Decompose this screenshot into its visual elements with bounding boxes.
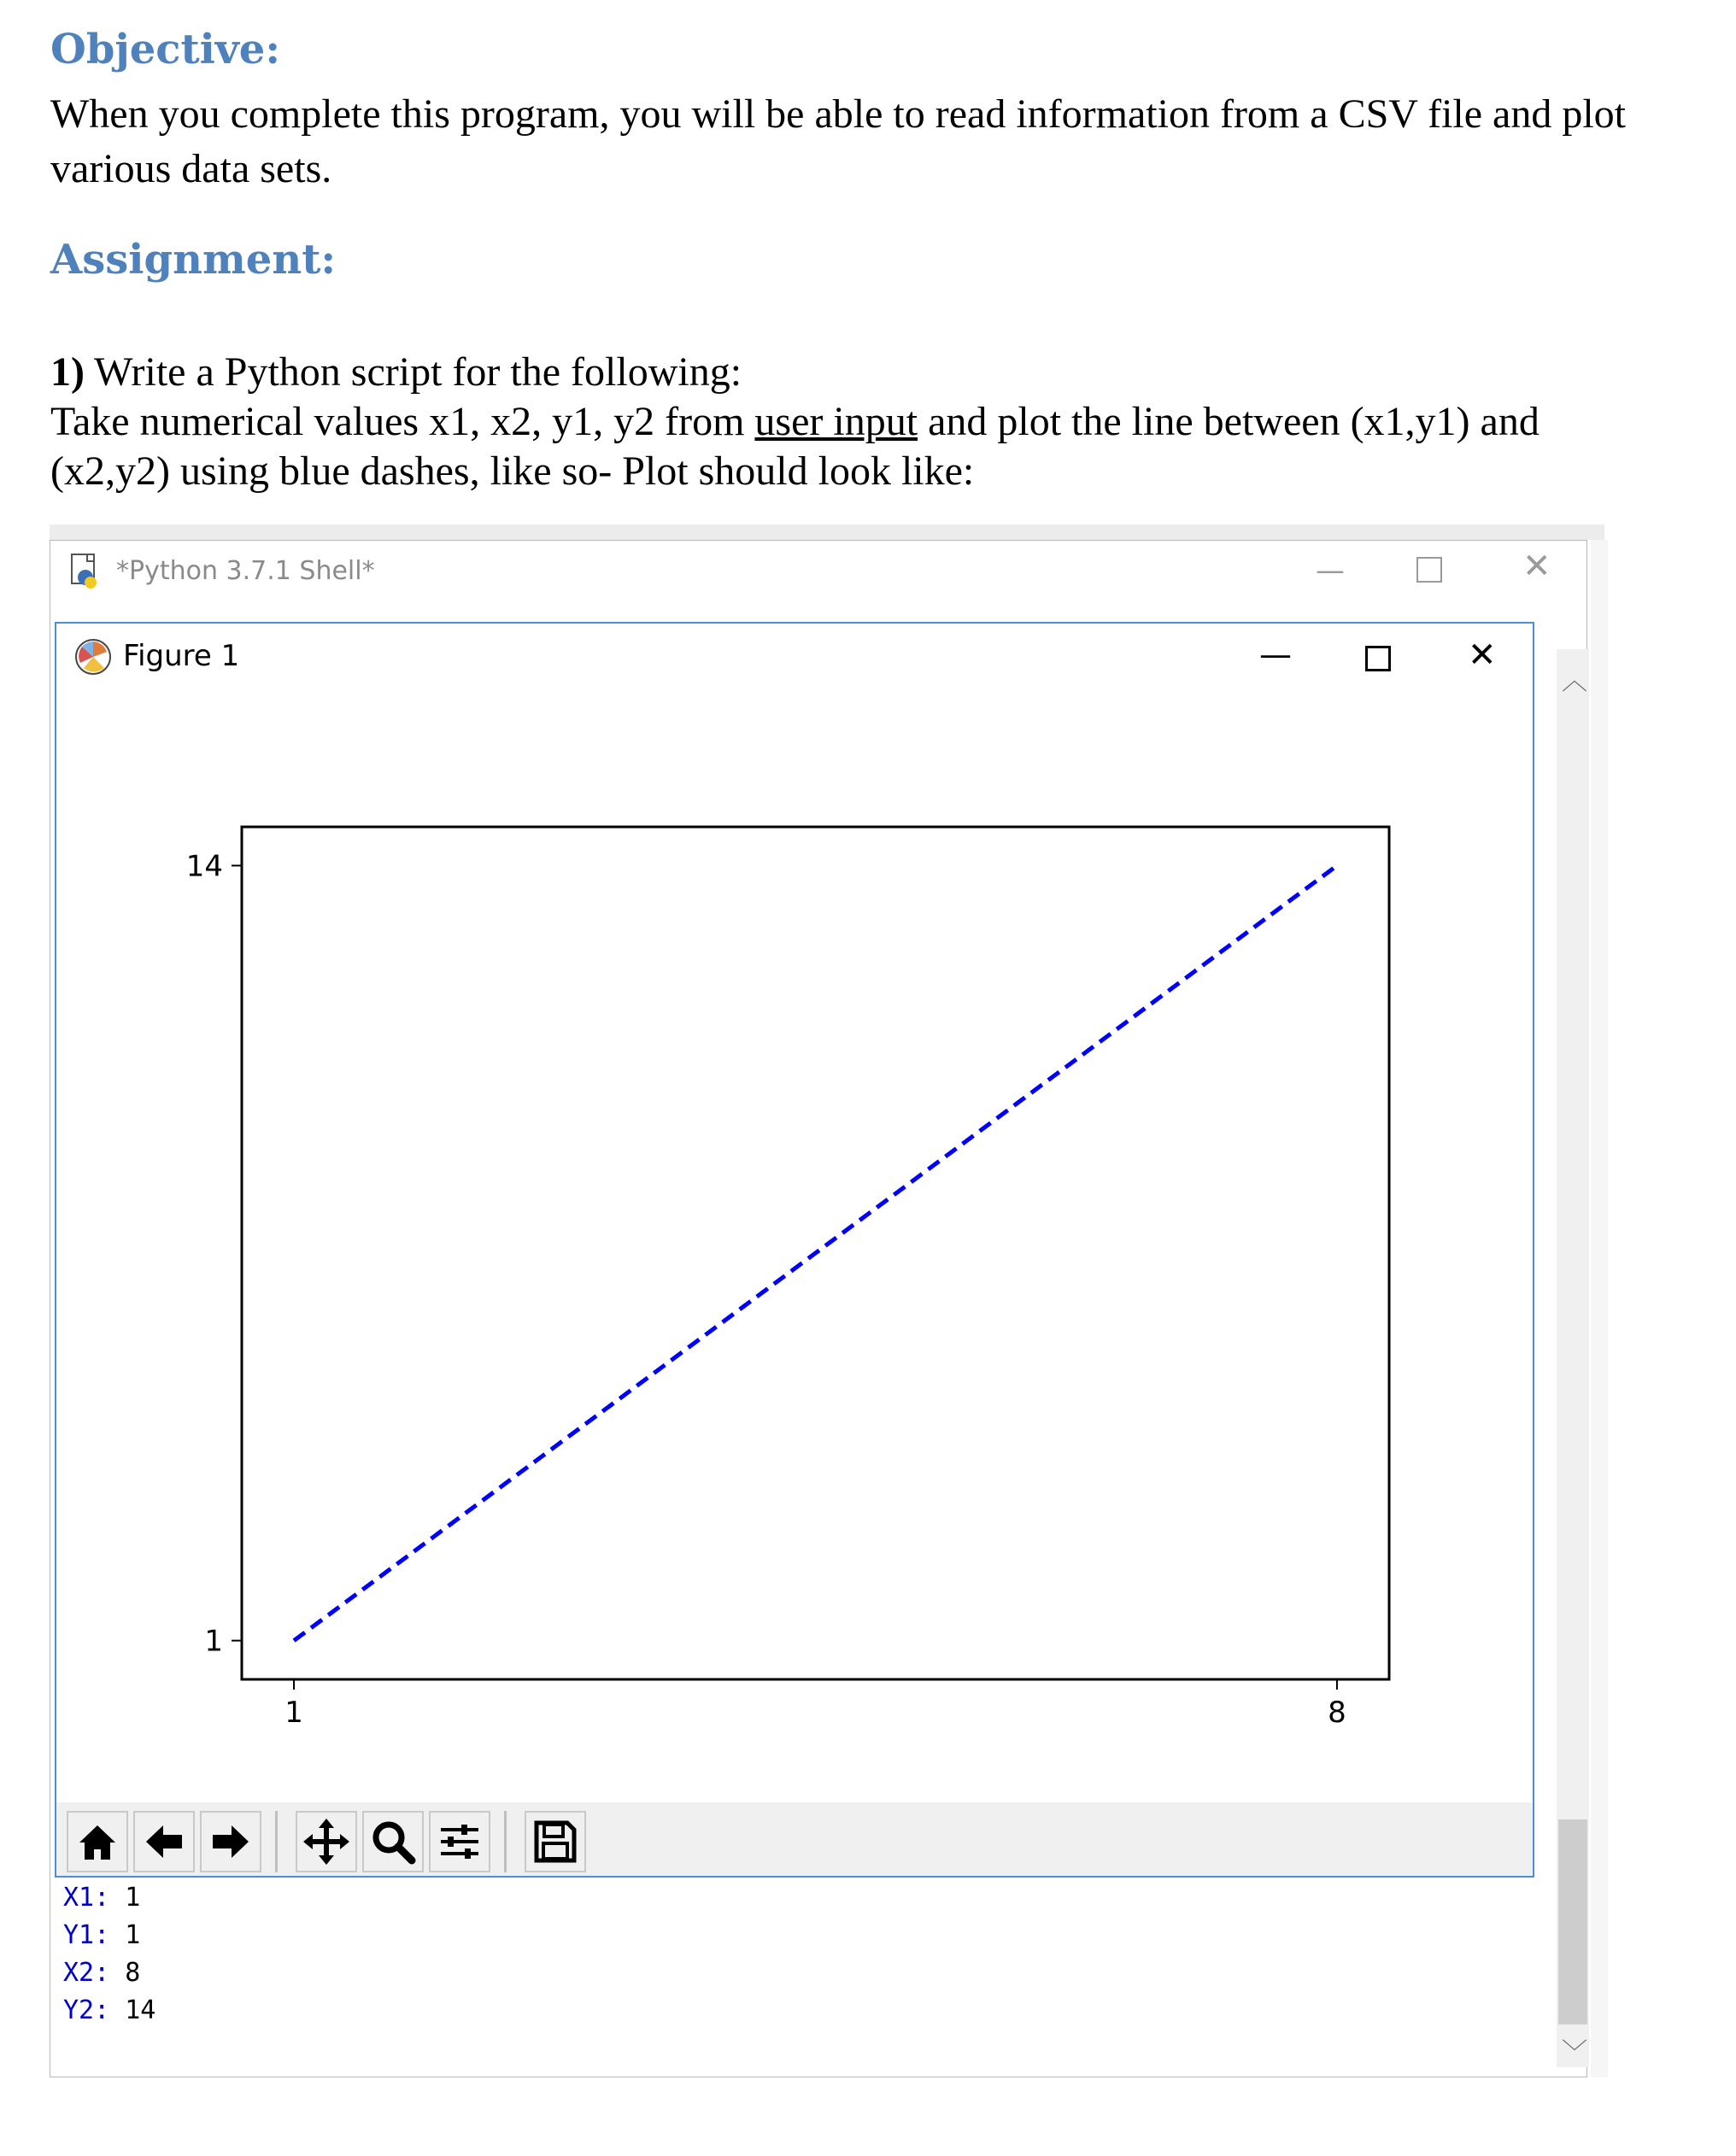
back-arrow-icon bbox=[141, 1819, 187, 1865]
shell-close-button[interactable]: ✕ bbox=[1522, 547, 1551, 586]
objective-text: When you complete this program, you will be able to read information from a CSV file and plot various data sets. bbox=[50, 91, 1627, 191]
assignment-heading: Assignment: bbox=[50, 236, 337, 284]
console-prompt: X1: bbox=[63, 1883, 110, 1913]
zoom-button[interactable] bbox=[362, 1811, 424, 1872]
console-prompt: Y2: bbox=[63, 1995, 110, 2025]
figure-minimize-button[interactable]: — bbox=[1259, 636, 1292, 673]
home-button[interactable] bbox=[67, 1811, 128, 1872]
shell-title: *Python 3.7.1 Shell* bbox=[116, 556, 375, 586]
y-tick-label: 1 bbox=[204, 1624, 223, 1659]
figure-title: Figure 1 bbox=[123, 639, 240, 673]
console-value: 8 bbox=[109, 1958, 141, 1988]
console-prompt: Y1: bbox=[63, 1920, 110, 1950]
scroll-up-arrow-icon[interactable]: ︿ bbox=[1562, 666, 1587, 696]
home-icon bbox=[74, 1819, 120, 1865]
console-value: 1 bbox=[109, 1920, 141, 1950]
console-value: 14 bbox=[109, 1995, 156, 2025]
task-line-2-after: and plot the line between (x1,y1) and bbox=[928, 399, 1540, 444]
figure-close-button[interactable]: ✕ bbox=[1468, 636, 1497, 675]
shell-minimize-button[interactable]: — bbox=[1316, 554, 1345, 588]
save-button[interactable] bbox=[525, 1811, 586, 1872]
subplots-config-button[interactable] bbox=[429, 1811, 490, 1872]
objective-heading: Objective: bbox=[50, 26, 281, 73]
task-line-2-underlined: user input bbox=[754, 399, 918, 444]
task-line-3: (x2,y2) using blue dashes, like so- Plot should look like: bbox=[50, 448, 975, 494]
x-tick-label: 8 bbox=[1328, 1696, 1346, 1730]
toolbar-separator bbox=[504, 1811, 507, 1872]
task-line-2-before: Take numerical values x1, x2, y1, y2 from bbox=[50, 399, 745, 444]
zoom-icon bbox=[369, 1818, 417, 1866]
console-prompt: X2: bbox=[63, 1958, 110, 1988]
subplots-config-icon bbox=[436, 1818, 484, 1866]
forward-arrow-icon bbox=[208, 1819, 254, 1865]
figure-toolbar bbox=[56, 1802, 1533, 1876]
pan-button[interactable] bbox=[296, 1811, 357, 1872]
save-icon bbox=[531, 1818, 579, 1866]
back-button[interactable] bbox=[133, 1811, 195, 1872]
pan-icon bbox=[302, 1817, 351, 1866]
task-number: 1) bbox=[50, 349, 85, 395]
y-tick-label: 14 bbox=[185, 849, 223, 884]
console-value: 1 bbox=[109, 1883, 141, 1913]
task-line-1-text: Write a Python script for the following: bbox=[94, 349, 742, 395]
scroll-down-arrow-icon[interactable]: ﹀ bbox=[1562, 2038, 1587, 2068]
forward-button[interactable] bbox=[200, 1811, 261, 1872]
toolbar-separator bbox=[275, 1811, 278, 1872]
x-tick-label: 1 bbox=[284, 1696, 303, 1730]
